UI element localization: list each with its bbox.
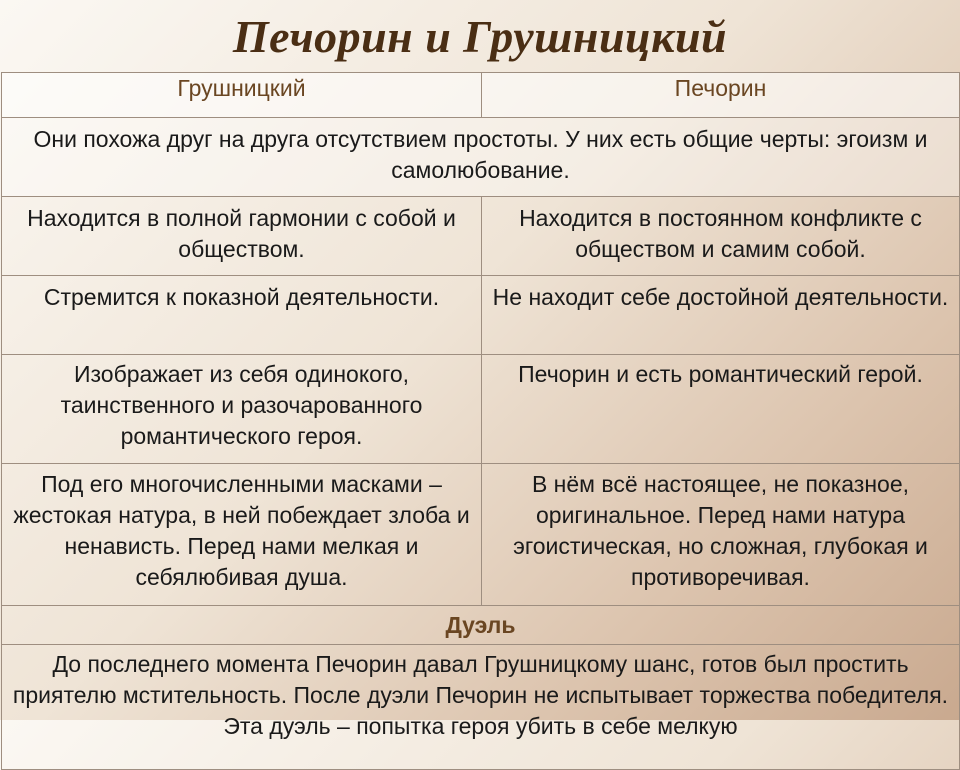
pechorin-cell: Не находит себе достойной деятельности. (482, 276, 960, 355)
duel-header-cell: Дуэль (2, 606, 960, 645)
pechorin-cell: Находится в постоянном конфликте с обществом и самим собой. (482, 197, 960, 276)
header-grushnitsky: Грушницкий (2, 73, 482, 118)
header-pechorin: Печорин (482, 73, 960, 118)
duel-header-row (2, 606, 960, 645)
table-row (2, 355, 960, 464)
table-row (2, 276, 960, 355)
table-row (2, 464, 960, 606)
common-traits-cell: Они похожа друг на друга отсутствием простоты. У них есть общие черты: эгоизм и самолюбование. (2, 118, 960, 197)
table-header-row (2, 73, 960, 118)
grushnitsky-cell: Стремится к показной деятельности. (2, 276, 482, 355)
grushnitsky-cell: Находится в полной гармонии с собой и обществом. (2, 197, 482, 276)
pechorin-cell: В нём всё настоящее, не показное, оригинальное. Перед нами натура эгоистическая, но сложная, глубокая и противоречивая. (482, 464, 960, 606)
duel-text-cell: До последнего момента Печорин давал Грушницкому шанс, готов был простить приятелю мстительность. После дуэли Печорин не испытывает торжества победителя. Эта дуэль – попытка героя убить в себе мелкую (2, 645, 960, 770)
grushnitsky-cell: Изображает из себя одинокого, таинственного и разочарованного романтического героя. (2, 355, 482, 464)
table-row (2, 197, 960, 276)
comparison-table (1, 72, 960, 770)
slide-title: Печорин и Грушницкий (232, 11, 728, 62)
grushnitsky-cell: Под его многочисленными масками – жестокая натура, в ней побеждает злоба и ненависть. Перед нами мелкая и себялюбивая душа. (2, 464, 482, 606)
pechorin-cell: Печорин и есть романтический герой. (482, 355, 960, 464)
common-traits-row (2, 118, 960, 197)
duel-text-row (2, 645, 960, 770)
